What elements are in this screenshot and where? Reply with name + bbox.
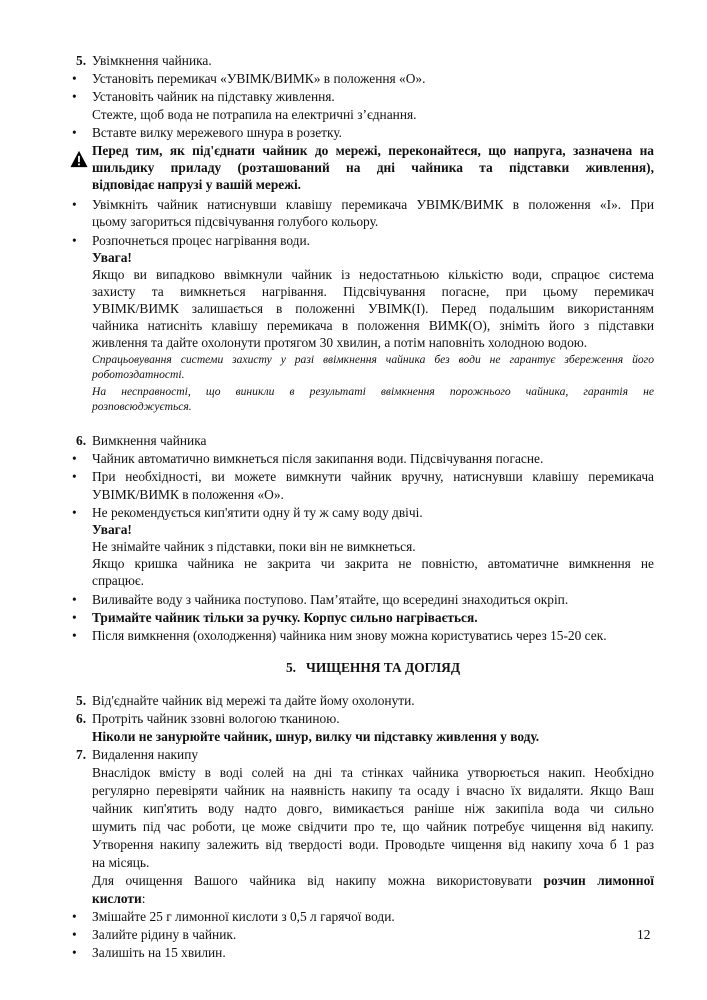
s5-bullet-5: • Розпочнеться процес нагрівання води. bbox=[72, 233, 310, 248]
c-item-7: 7. Видалення накипу bbox=[76, 747, 199, 762]
c-item-5: 5. Від'єднайте чайник від мережі та дайте йому охолонути. bbox=[76, 693, 415, 708]
bullet-icon: • bbox=[72, 469, 77, 484]
s5-para-line-2: захисту та вимкнеться нагрівання. Підсвічування погасне, при цьому перемикач bbox=[92, 284, 654, 299]
bullet-icon: • bbox=[72, 927, 77, 942]
s5-bullet-2-note: Стежте, щоб вода не потрапила на електричні з’єднання. bbox=[92, 107, 417, 122]
bullet-icon: • bbox=[72, 945, 77, 960]
c-bullet-1: • Змішайте 25 г лимонної кислоти з 0,5 л гарячої води. bbox=[72, 909, 395, 924]
s6-bullet-2: • При необхідності, ви можете вимкнути чайник вручну, натиснувши клавішу перемикача bbox=[72, 469, 654, 484]
c-item-6: 6. Протріть чайник ззовні вологою тканиною. bbox=[76, 711, 340, 726]
c-para-line-4: шумить під час роботи, це може свідчити про те, що чайник потребує чищення від накипу. bbox=[92, 819, 654, 834]
bullet-icon: • bbox=[72, 197, 77, 212]
s6-note-2-line-2: спрацює. bbox=[92, 573, 145, 588]
s5-bullet-4-cont: цьому загориться підсвічування голубого кольору. bbox=[92, 214, 379, 229]
warning-icon bbox=[70, 150, 88, 168]
s5-para-line-4: чайника натисніть клавішу перемикача в положення ВИМК(О), зніміть його з підставки bbox=[92, 318, 654, 333]
s5-bullet-4: • Увімкніть чайник натиснувши клавішу перемикача УВІМК/ВИМК в положення «І». При bbox=[72, 197, 654, 212]
s6-bullet-4: • Виливайте воду з чайника поступово. Пам’ятайте, що всередині знаходиться окріп. bbox=[72, 592, 569, 607]
s6-note-2-line-1: Якщо кришка чайника не закрита чи закрита не повністю, автоматичне вимкнення не bbox=[92, 556, 654, 571]
section-heading: 5. ЧИЩЕННЯ ТА ДОГЛЯД bbox=[285, 660, 461, 675]
bullet-icon: • bbox=[72, 233, 77, 248]
bullet-icon: • bbox=[72, 89, 77, 104]
c-para2-line-1: Для очищення Вашого чайника від накипу можна використовувати розчин лимонної bbox=[92, 873, 654, 888]
bullet-icon: • bbox=[72, 125, 77, 140]
c-para2-line-2: кислоти: bbox=[92, 891, 146, 906]
s6-note-1: Не знімайте чайник з підставки, поки він не вимкнеться. bbox=[92, 539, 416, 554]
s5-title: 5. Увімкнення чайника. bbox=[76, 53, 212, 68]
c-bullet-3: • Залишіть на 15 хвилин. bbox=[72, 945, 226, 960]
s6-bullet-2-cont: УВІМК/ВИМК в положення «О». bbox=[92, 487, 284, 502]
warning-line-1: Перед тим, як під'єднати чайник до мережі, переконайтеся, що напруга, зазначена на bbox=[92, 143, 654, 158]
s5-bullet-2: • Установіть чайник на підставку живлення. bbox=[72, 89, 335, 104]
s5-bullet-3: • Вставте вилку мережевого шнура в розетку. bbox=[72, 125, 343, 140]
s5-para-line-3: УВІМК/ВИМК залишається в положенні УВІМК(І). Перед подальшим використанням bbox=[92, 301, 654, 316]
s5-para-line-5: живлення та дайте охолонути протягом 30 хвилин, а потім наповніть холодною водою. bbox=[92, 335, 588, 350]
c-bullet-2: • Залийте рідину в чайник. bbox=[72, 927, 237, 942]
bullet-icon: • bbox=[72, 71, 77, 86]
s5-italic-2-line-2: розповсюджується. bbox=[92, 400, 192, 413]
warning-line-3: відповідає напрузі у вашій мережі. bbox=[92, 177, 302, 192]
c-para-line-1: Внаслідок вмісту в воді солей на дні та стінках чайника утворюється накип. Необхідно bbox=[92, 765, 654, 780]
bullet-icon: • bbox=[72, 909, 77, 924]
c-para-line-5: Утворення накипу залежить від твердості води. Проводьте чищення від накипу хоча б 1 раз bbox=[92, 837, 654, 852]
bullet-icon: • bbox=[72, 505, 77, 520]
bullet-icon: • bbox=[72, 451, 77, 466]
c-para-line-6: на місяць. bbox=[92, 855, 150, 870]
bullet-icon: • bbox=[72, 592, 77, 607]
warning-line-2: шильдику приладу (розташований на дні чайника та підставки живлення), bbox=[92, 160, 654, 175]
s5-italic-2-line-1: На несправності, що виникли в результаті ввімкнення порожнього чайника, гарантія не bbox=[92, 385, 654, 398]
c-para-line-2: регулярно перевіряти чайник на наявність накипу та осаду і вчасно їх видаляти. Якщо Ваш bbox=[92, 783, 654, 798]
s5-italic-1-line-1: Спрацьовування системи захисту у разі ввімкнення чайника без води не гарантує збереження його bbox=[92, 353, 654, 366]
bullet-icon: • bbox=[72, 628, 77, 643]
s6-bullet-1: • Чайник автоматично вимкнеться після закипання води. Підсвічування погасне. bbox=[72, 451, 544, 466]
s6-attention: Увага! bbox=[92, 522, 132, 537]
s5-para-line-1: Якщо ви випадково ввімкнули чайник із недостатньою кількістю води, спрацює система bbox=[92, 267, 654, 282]
c-item-6-warning: Ніколи не занурюйте чайник, шнур, вилку чи підставку живлення у воду. bbox=[92, 729, 540, 744]
c-para-line-3: чайник кип'ятить воду надто довго, вимикається раніше ніж закипіла вода чи сильно bbox=[92, 801, 654, 816]
s6-bullet-3: • Не рекомендується кип'ятити одну й ту ж саму воду двічі. bbox=[72, 505, 423, 520]
s6-title: 6. Вимкнення чайника bbox=[76, 433, 207, 448]
s5-italic-1-line-2: роботоздатності. bbox=[92, 368, 185, 381]
s5-attention: Увага! bbox=[92, 250, 132, 265]
s6-bullet-6: • Після вимкнення (охолодження) чайника ним знову можна користуватись через 15-20 сек. bbox=[72, 628, 607, 643]
bullet-icon: • bbox=[72, 610, 77, 625]
s6-bullet-5: • Тримайте чайник тільки за ручку. Корпус сильно нагрівається. bbox=[72, 610, 478, 625]
s5-bullet-1: • Установіть перемикач «УВІМК/ВИМК» в положення «О». bbox=[72, 71, 426, 86]
page-number: 12 bbox=[637, 927, 651, 942]
